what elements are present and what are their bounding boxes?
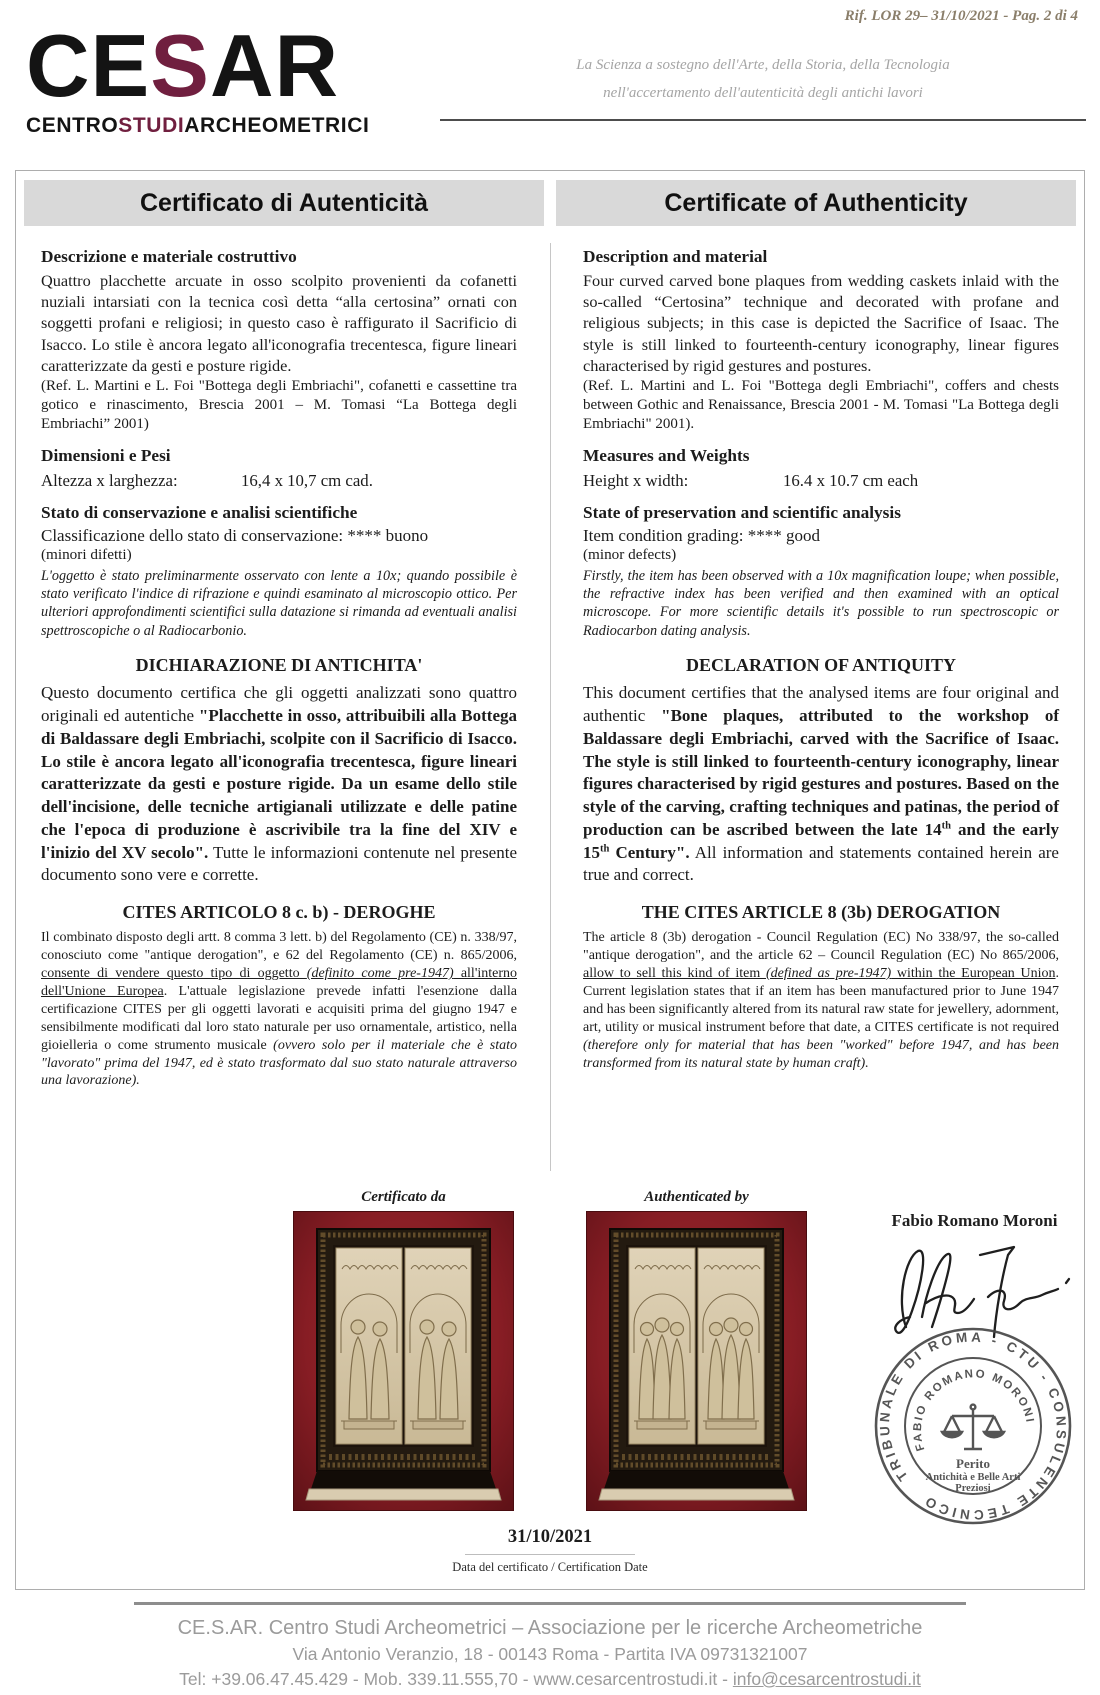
cites-it-underline2: all'interno dell'Unione Europea	[41, 966, 517, 999]
heading-dimensions-it: Dimensioni e Pesi	[41, 445, 171, 465]
dimensions-label-en: Height x width:	[583, 470, 689, 490]
declaration-en-s3: All information and statements contained herein are true and correct.	[583, 842, 1059, 885]
declaration-it	[41, 682, 517, 887]
logo-part: CE	[26, 16, 151, 115]
certificate-date: 31/10/2021	[507, 1527, 593, 1547]
heading-conservation-it: Stato di conservazione e analisi scientifiche	[41, 502, 358, 522]
dimensions-value-en: 16.4 x 10.7 cm each	[783, 470, 919, 490]
certificate-box	[15, 170, 1085, 1590]
cites-it-italic: (ovvero solo per il materiale che è stato "lavorato" prima del 1947, ed è stato trasformato dal suo stato naturale attraverso una lavorazione).	[41, 1037, 517, 1089]
taglines	[440, 57, 1086, 102]
logo-sub-part: CENTRO	[26, 113, 119, 137]
stamp-subtitle-1: Antichità e Belle Arti	[925, 1472, 1021, 1483]
artifact-right	[586, 1189, 807, 1511]
declaration-en-bold2: and the early 15	[583, 819, 1059, 862]
dimensions-value-it: 16,4 x 10,7 cm cad.	[241, 470, 373, 490]
heading-conservation-en: State of preservation and scientific analysis	[583, 502, 901, 522]
page-footer	[0, 1602, 1100, 1690]
dimensions-row-en	[583, 471, 1059, 491]
cites-it-s2: . L'attuale legislazione prevede infatti l'esenzione dalla certificazione CITES per gli oggetti lavorati e acquisiti prima del giugno 1947 e sensibilmente modificati dal loro stato naturale per uso ornamentale, artistico, nella gioielleria o come strumento musicale	[41, 983, 517, 1053]
cites-en-underline: allow to sell this kind of item	[583, 966, 766, 982]
title-row	[24, 180, 1076, 226]
signer-name: Fabio Romano Moroni	[891, 1211, 1058, 1230]
column-italian	[41, 247, 517, 1090]
artifact-left	[293, 1189, 514, 1511]
declaration-en-sup2: th	[600, 843, 610, 855]
expert-stamp	[868, 1321, 1078, 1536]
stamp-ring-text: TRIBUNALE DI ROMA - CTU - CONSULENTE TECNICO	[876, 1329, 1069, 1523]
declaration-en-bold: "Bone plaques, attributed to the workshop of Baldassare degli Embriachi, carved with the Sacrifice of Isaac. The style is still linked to fourteenth-century iconography, linear figures characterised by rigid gestures and postures. Based on the style of the carving, crafting techniques and patinas, the period of production can be ascribed between the late 14	[583, 706, 1059, 839]
description-body-en: Four curved carved bone plaques from wedding caskets inlaid with the so-called “Certosina” technique and decorated with profane and religious subjects; in this case is depicted the Sacrifice of Isaac. The style is still linked to fourteenth-century iconography, linear figures characterised by rigid gestures and postures.	[583, 271, 1059, 375]
heading-declaration-it: DICHIARAZIONE DI ANTICHITA'	[135, 655, 423, 676]
stamp-title: Perito	[956, 1456, 990, 1471]
method-note-en: Firstly, the item has been observed with a 10x magnification loupe; when possible, the refractive index has been verified and then examined with an optical microscope. For more scientific details it's possible to run spectroscopic or Radiocarbon dating analysis.	[583, 567, 1059, 639]
heading-description-it: Descrizione e materiale costruttivo	[41, 247, 297, 266]
stamp-subtitle-2: Preziosi	[955, 1483, 991, 1494]
defects-it: (minori difetti)	[41, 545, 132, 563]
svg-text:FABIO ROMANO MORONI	[899, 1355, 1036, 1453]
footer-address: Via Antonio Veranzio, 18 - 00143 Roma - Partita IVA 09731321007	[292, 1644, 808, 1664]
caption-certificato-da: Certificato da	[361, 1189, 446, 1205]
method-note-it: L'oggetto è stato preliminarmente osservato con lente a 10x; quando possibile è stato verificato l'indice di rifrazione e quindi esaminato al microscopio ottico. Per ulteriori approfondimenti scientifici sulla datazione si rimanda ad eventuali analisi spettroscopiche o al Radiocarbonio.	[41, 567, 517, 639]
heading-cites-it: CITES ARTICOLO 8 c. b) - DEROGHE	[122, 902, 436, 923]
cites-en	[583, 929, 1059, 1072]
logo-sub-part-accent: STUDI	[118, 113, 185, 137]
grading-en: Item condition grading: **** good	[583, 525, 821, 545]
footer-email-link[interactable]: info@cesarcentrostudi.it	[732, 1669, 921, 1689]
stamp-name-arc: FABIO ROMANO MORONI	[911, 1368, 1036, 1453]
declaration-it-s3: Tutte le informazioni contenute nel presente documento sono vere e corrette.	[41, 842, 517, 885]
cites-en-underline-italic: (defined as pre-1947)	[765, 966, 892, 982]
description-body-it: Quattro placchette arcuate in osso scolpito provenienti da cofanetti nuziali intarsiati con la tecnica così detta “alla certosina” ornati con soggetti profani e religiosi; in questo caso è raffigurato il Sacrificio di Isacco. Lo stile è ancora legato all'iconografia trecentesca, figure lineari caratterizzate da gesti e posture rigide.	[41, 271, 517, 375]
declaration-en-sup1: th	[941, 820, 952, 832]
footer-org: CE.S.AR. Centro Studi Archeometrici – Associazione per le ricerche Archeometriche	[177, 1617, 923, 1639]
logo-subtitle	[26, 114, 369, 138]
certificate-date-block	[16, 1527, 1084, 1575]
artifact-photo-right	[586, 1211, 807, 1511]
date-underline	[465, 1554, 635, 1555]
heading-declaration-en: DECLARATION OF ANTIQUITY	[685, 655, 957, 676]
declaration-en	[583, 682, 1059, 887]
reference-line: Rif. LOR 29– 31/10/2021 - Pag. 2 di 4	[844, 8, 1078, 24]
defects-en: (minor defects)	[583, 545, 677, 563]
artifact-photo-left	[293, 1211, 514, 1511]
logo-sub-part: ARCHEOMETRICI	[184, 113, 370, 137]
logo-part: AR	[209, 16, 340, 115]
column-divider	[550, 243, 551, 1171]
title-en: Certificate of Authenticity	[556, 180, 1076, 226]
tagline-2: nell'accertamento dell'autenticità degli antichi lavori	[603, 85, 923, 101]
description-ref-en: (Ref. L. Martini and L. Foi "Bottega degli Embriachi", coffers and chests between Gothic and Renaissance, Brescia 2001 - M. Tomasi "La Bottega degli Embriachi" 2001).	[583, 377, 1059, 432]
declaration-en-bold3: Century".	[609, 842, 690, 862]
title-it: Certificato di Autenticità	[24, 180, 544, 226]
heading-cites-en: THE CITES ARTICLE 8 (3b) DEROGATION	[641, 902, 1001, 923]
caption-authenticated-by: Authenticated by	[644, 1189, 749, 1205]
cites-it-s1: Il combinato disposto degli artt. 8 comma 3 lett. b) del Regolamento (CE) n. 338/97, conosciuto come "antique derogation", e 62 del Regolamento (CE) n. 865/2006,	[41, 930, 517, 964]
logo-part-accent: S	[150, 16, 210, 115]
footer-phone-web: Tel: +39.06.47.45.429 - Mob. 339.11.555,70 - www.cesarcentrostudi.it -	[179, 1669, 733, 1689]
cites-en-italic: (therefore only for material that has been "worked" before 1947, and has been transformed from its natural state by human craft).	[583, 1037, 1059, 1071]
cesar-logo	[26, 16, 370, 138]
column-english	[583, 247, 1059, 1072]
footer-divider	[134, 1602, 966, 1605]
declaration-it-s1: Questo documento certifica che gli oggetti analizzati sono quattro originali ed autentiche	[41, 683, 517, 726]
cites-it-underline-italic: (definito come pre-1947)	[306, 966, 454, 982]
heading-description-en: Description and material	[583, 247, 768, 266]
header-divider	[440, 119, 1086, 121]
dimensions-label-it: Altezza x larghezza:	[41, 470, 178, 490]
declaration-it-bold: "Placchette in osso, attribuibili alla Bottega di Baldassare degli Embriachi, scolpite con il Sacrificio di Isacco. Lo stile è ancora legato all'iconografia trecentesca, figure lineari caratterizzate da gesti e posture rigide. Da un esame dello stile dell'incisione, delle tecniche artigianali utilizzate e delle patine che l'epoca di produzione è ascrivibile tra la fine del XIV e l'inizio del XV secolo".	[41, 706, 517, 862]
scales-of-justice-icon	[942, 1405, 1004, 1449]
cites-it-underline: consente di vendere questo tipo di oggetto	[41, 966, 307, 982]
logo-wordmark	[26, 16, 369, 115]
cites-en-underline2: within the European Union	[891, 966, 1056, 982]
date-label: Data del certificato / Certification Date	[452, 1560, 648, 1574]
cites-en-s2: . Current legislation states that if an item has been manufactured prior to June 1947 and has been significantly altered from its natural raw state for jewellery, adornment, art, utility or musical instrument before that date, a CITES certificate is not required	[583, 966, 1059, 1035]
declaration-en-s1: This document certifies that the analysed items are four original and authentic	[583, 683, 1059, 726]
dimensions-row-it	[41, 471, 517, 491]
footer-contacts	[0, 1669, 1100, 1690]
grading-it: Classificazione dello stato di conservazione: **** buono	[41, 525, 429, 545]
tagline-1: La Scienza a sostegno dell'Arte, della Storia, della Tecnologia	[576, 57, 950, 73]
description-ref-it: (Ref. L. Martini e L. Foi "Bottega degli Embriachi", cofanetti e cassettine tra gotico e rinascimento, Brescia 2001 – M. Tomasi “La Bottega degli Embriachi” 2001)	[41, 377, 517, 432]
cites-it	[41, 929, 517, 1090]
cites-en-s1: The article 8 (3b) derogation - Council Regulation (EC) No 338/97, the so-called "antique derogation", and the article 62 – Council Regulation (EC) No 865/2006,	[583, 930, 1059, 964]
heading-dimensions-en: Measures and Weights	[583, 445, 750, 465]
